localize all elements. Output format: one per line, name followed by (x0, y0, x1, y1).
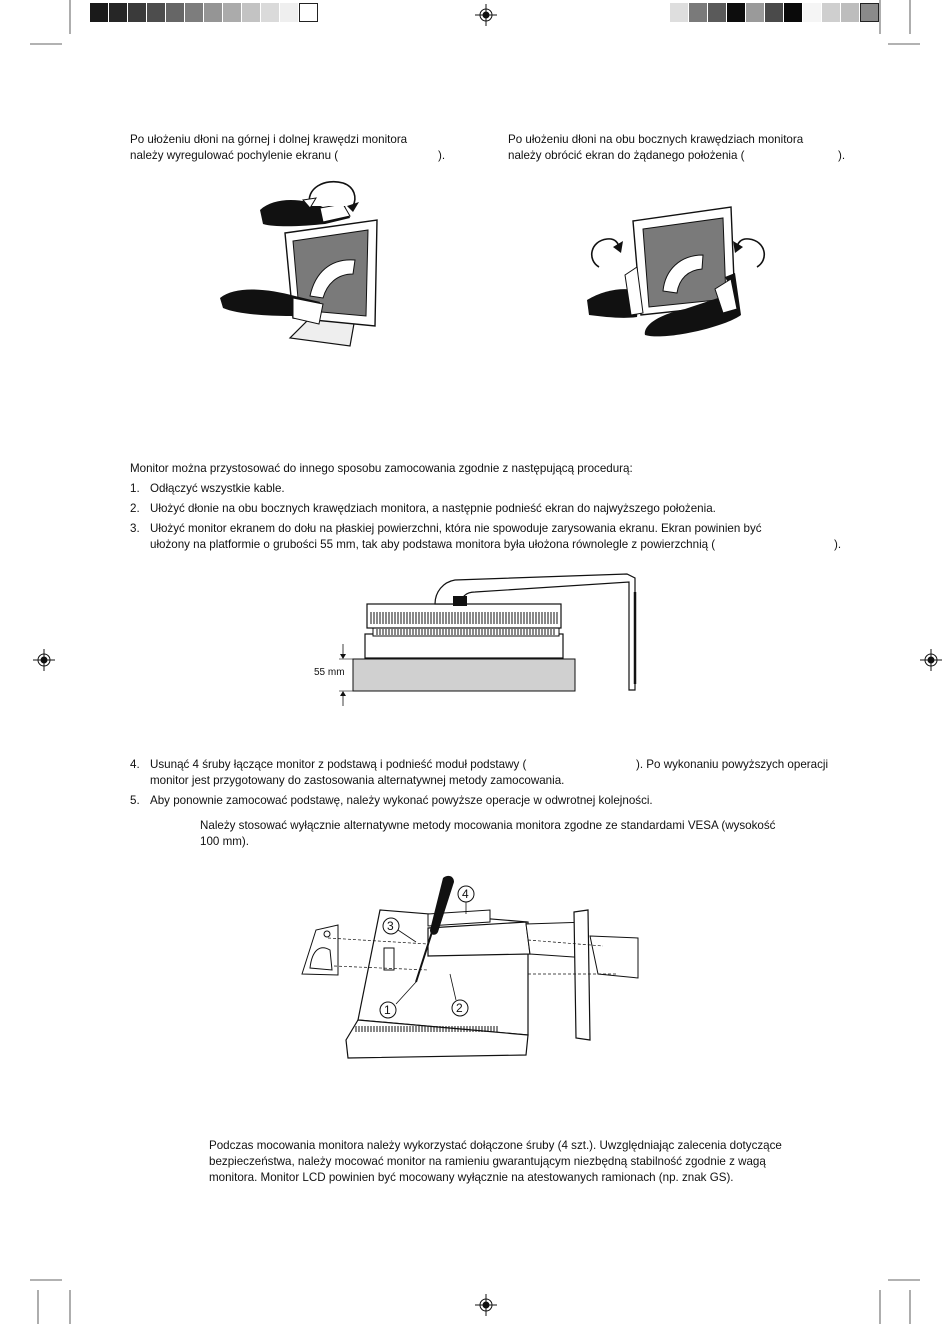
mounting-steps-b: 4. Usunąć 4 śruby łączące monitor z podstawą i podnieść moduł podstawy ( ). Po wykonaniu powyższych operacji monitor jest przygotowany do zastosowania alternatywnej metody zamocowania. 5. Aby ponownie zamocować podstawę, należy wykonać powyższe operacje w odwrotnej kolejności. (130, 758, 829, 807)
dimension-label: 55 mm (314, 667, 345, 678)
svg-text:4: 4 (462, 887, 469, 901)
mounting-warning: Podczas mocowania monitora należy wykorzystać dołączone śruby (4 szt.). Uwzględniając zalecenia dotyczące bezpieczeństwa, należy mocować monitor na ramieniu gwarantującym niezbędną stabilność zgodnie z wagą monitora. Monitor LCD powinien być mocowany wyłącznie na atestowanych ramionach (np. znak GS). (209, 1139, 782, 1184)
callout-1 (380, 1002, 396, 1018)
platform-illustration (305, 572, 650, 708)
rotate-illustration (585, 205, 770, 345)
tilt-instruction (130, 132, 446, 164)
mounting-intro: Monitor można przystosować do innego sposobu zamocowania zgodnie z następującą procedurą: (130, 462, 633, 475)
svg-text:3: 3 (387, 919, 394, 933)
mounting-steps: 1. Odłączyć wszystkie kable. 2. Ułożyć dłonie na obu bocznych krawędziach monitora, a następnie podnieść ekran do najwyższego położenia. 3. Ułożyć monitor ekranem do dołu na płaskiej powierzchni, która nie spowoduje zarysowania ekranu. Ekran powinien być ułożony na platformie o grubości 55 mm, tak aby podstawa monitora była ułożona równolegle z powierzchnią ( ). (130, 482, 842, 551)
rotate-line2: należy obrócić ekran do żądanego położenia ( ). (508, 149, 846, 162)
disassembly-illustration (298, 870, 643, 1065)
vesa-note: Należy stosować wyłącznie alternatywne metody mocowania monitora zgodne ze standardami VESA (wysokość 100 mm). (200, 819, 776, 848)
callout-4 (458, 886, 474, 902)
tilt-line1: Po ułożeniu dłoni na górnej i dolnej krawędzi monitora (130, 133, 408, 146)
tilt-line2: należy wyregulować pochylenie ekranu ( ). (130, 149, 446, 162)
callout-3 (383, 918, 399, 934)
rotate-line1: Po ułożeniu dłoni na obu bocznych krawędziach monitora (508, 133, 804, 146)
svg-text:2: 2 (456, 1001, 463, 1015)
svg-text:1: 1 (384, 1003, 391, 1017)
tilt-illustration (215, 178, 390, 353)
callout-2 (452, 1000, 468, 1016)
rotate-instruction (508, 132, 846, 164)
